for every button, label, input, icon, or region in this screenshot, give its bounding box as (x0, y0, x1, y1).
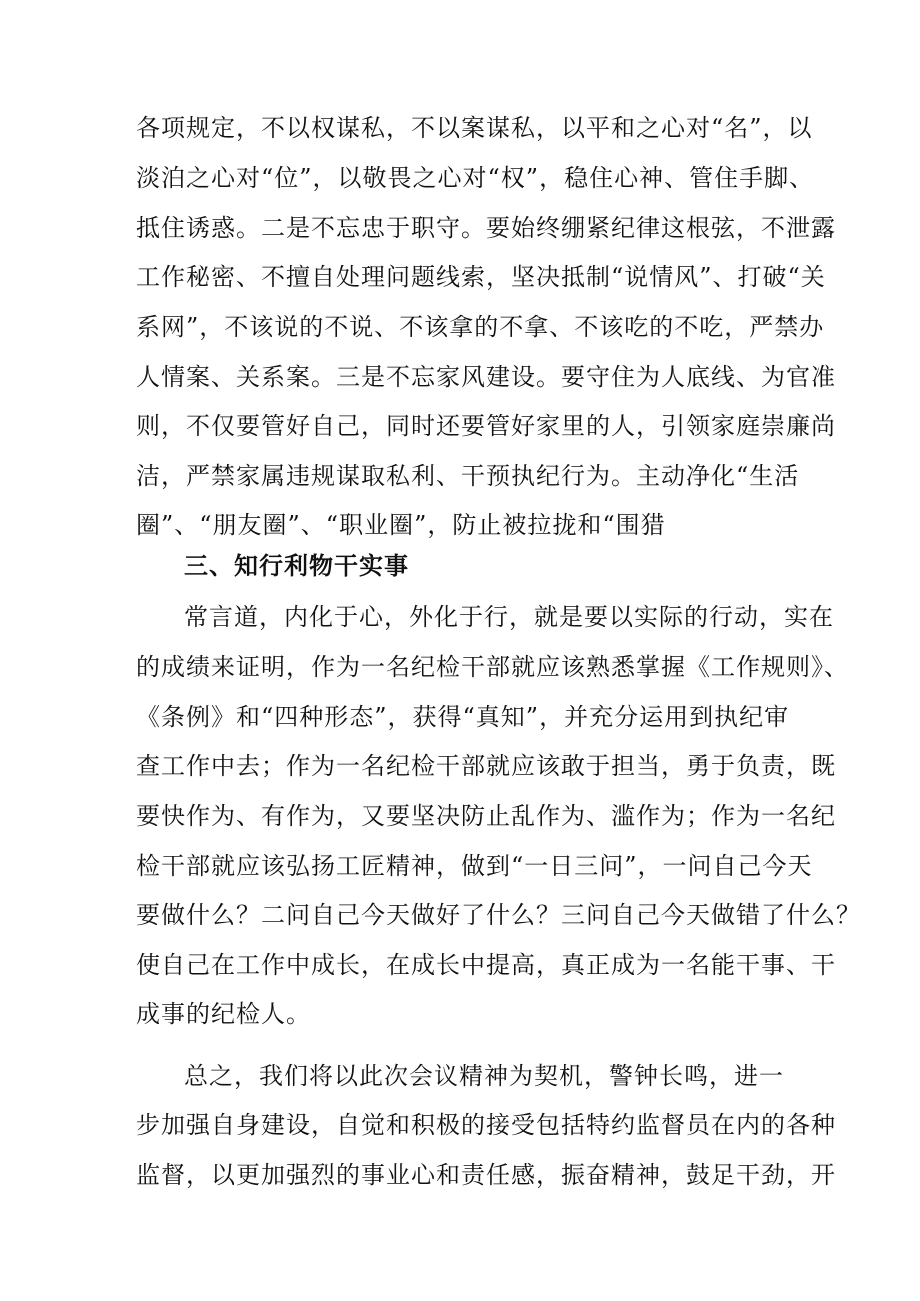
paragraph-line: 各项规定，不以权谋私，不以案谋私，以平和之心对“名”，以 (136, 114, 813, 142)
paragraph-line: 《条例》和“四种形态”，获得“真知”，并充分运用到执纪审 (136, 703, 790, 731)
paragraph-line: 要快作为、有作为，又要坚决防止乱作为、滥作为；作为一名纪 (136, 802, 836, 830)
paragraph-line: 则，不仅要管好自己，同时还要管好家里的人，引领家庭崇廉尚 (136, 412, 836, 440)
paragraph-line: 抵住诱惑。二是不忘忠于职守。要始终绷紧纪律这根弦，不泄露 (136, 214, 836, 242)
paragraph-line: 的成绩来证明，作为一名纪检干部就应该熟悉掌握《工作规则》、 (136, 653, 849, 681)
paragraph-line: 使自己在工作中成长，在成长中提高，真正成为一名能干事、干 (136, 951, 836, 979)
paragraph-line: 总之，我们将以此次会议精神为契机，警钟长鸣，进一 (184, 1062, 784, 1090)
paragraph-line: 常言道，内化于心，外化于行，就是要以实际的行动，实在 (184, 603, 834, 631)
paragraph-line: 步加强自身建设，自觉和积极的接受包括特约监督员在内的各种 (136, 1111, 836, 1139)
paragraph-line: 成事的纪检人。 (136, 1000, 311, 1028)
paragraph-line: 系网”，不该说的不说、不该拿的不拿、不该吃的不吃，严禁办 (136, 313, 825, 341)
paragraph-line: 圈”、“朋友圈”、“职业圈”，防止被拉拢和“围猎 (136, 511, 666, 539)
paragraph-line: 洁，严禁家属违规谋取私利、干预执纪行为。主动净化“生活 (136, 462, 800, 490)
paragraph-line: 人情案、关系案。三是不忘家风建设。要守住为人底线、为官准 (136, 363, 836, 391)
paragraph-line: 检干部就应该弘扬工匠精神，做到“一日三问”，一问自己今天 (136, 852, 813, 880)
paragraph-line: 查工作中去；作为一名纪检干部就应该敢于担当，勇于负责，既 (136, 752, 836, 780)
paragraph-line: 淡泊之心对“位”，以敬畏之心对“权”，稳住心神、管住手脚、 (136, 164, 815, 192)
paragraph-line: 工作秘密、不擅自处理问题线索，坚决抵制“说情风”、打破“关 (136, 263, 826, 291)
section-heading: 三、知行利物干实事 (184, 552, 409, 580)
paragraph-line: 监督，以更加强烈的事业心和责任感，振奋精神，鼓足干劲，开 (136, 1161, 836, 1189)
paragraph-line: 要做什么？二问自己今天做好了什么？三问自己今天做错了什么？ (136, 901, 861, 929)
